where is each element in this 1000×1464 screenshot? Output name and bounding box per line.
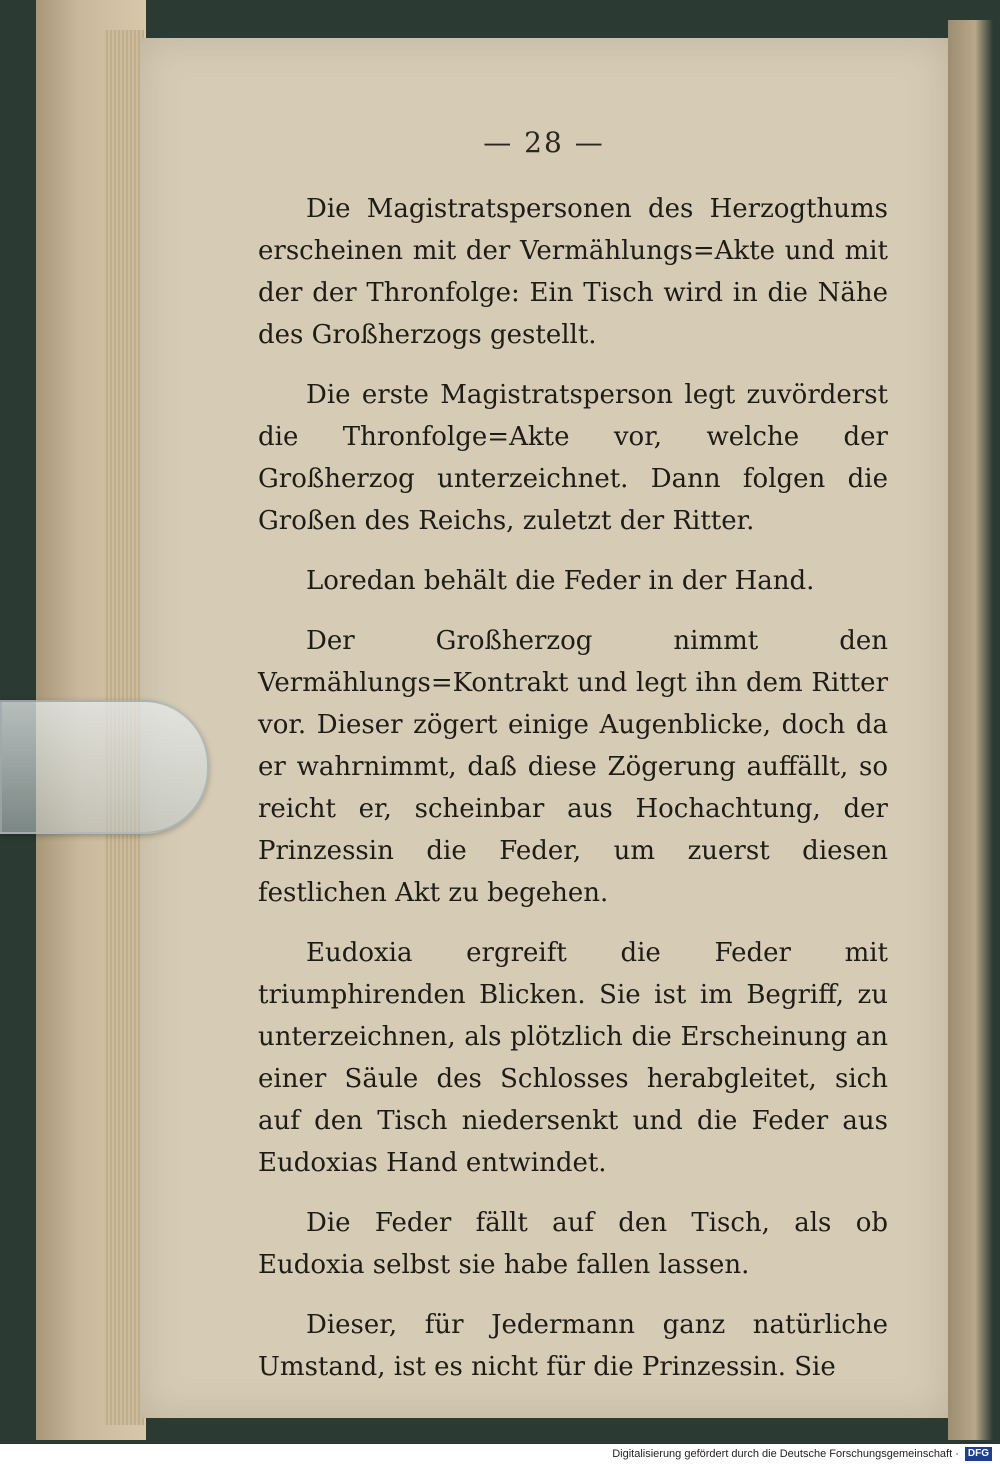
- book-page: [140, 38, 948, 1418]
- paragraph: Eudoxia ergreift die Feder mit triumphirenden Blicken. Sie ist im Begriff, zu unterzeichnen, als plötzlich die Erscheinung an einer Säule des Schlosses herabgleitet, sich auf den Tisch niedersenkt und die Feder aus Eudoxias Hand entwindet.: [258, 938, 888, 1178]
- bookmark-clip: [0, 700, 209, 834]
- page-text: [258, 188, 888, 1406]
- paragraph: Loredan behält die Feder in der Hand.: [306, 566, 815, 596]
- paragraph: Die Feder fällt auf den Tisch, als ob Eudoxia selbst sie habe fallen lassen.: [258, 1208, 888, 1280]
- digitization-footer: [0, 1444, 1000, 1464]
- paragraph: Dieser, für Jedermann ganz natürliche Umstand, ist es nicht für die Prinzessin. Sie: [258, 1310, 888, 1382]
- footer-credit: Digitalisierung gefördert durch die Deutsche Forschungsgemeinschaft ·: [612, 1448, 959, 1460]
- dfg-logo-icon: DFG: [965, 1447, 992, 1461]
- page-number: — 28 —: [483, 126, 605, 159]
- book-cover-right: [948, 20, 993, 1440]
- paragraph: Die Magistratspersonen des Herzogthums erscheinen mit der Vermählungs=Akte und mit der der Thronfolge: Ein Tisch wird in die Nähe des Großherzogs gestellt.: [258, 194, 888, 350]
- paragraph: Die erste Magistratsperson legt zuvörderst die Thronfolge=Akte vor, welche der Großherzog unterzeichnet. Dann folgen die Großen des Reichs, zuletzt der Ritter.: [258, 380, 888, 536]
- paragraph: Der Großherzog nimmt den Vermählungs=Kontrakt und legt ihn dem Ritter vor. Dieser zögert einige Augenblicke, doch da er wahrnimmt, daß diese Zögerung auffällt, so reicht er, scheinbar aus Hochachtung, der Prinzessin die Feder, um zuerst diesen festlichen Akt zu begehen.: [258, 626, 888, 908]
